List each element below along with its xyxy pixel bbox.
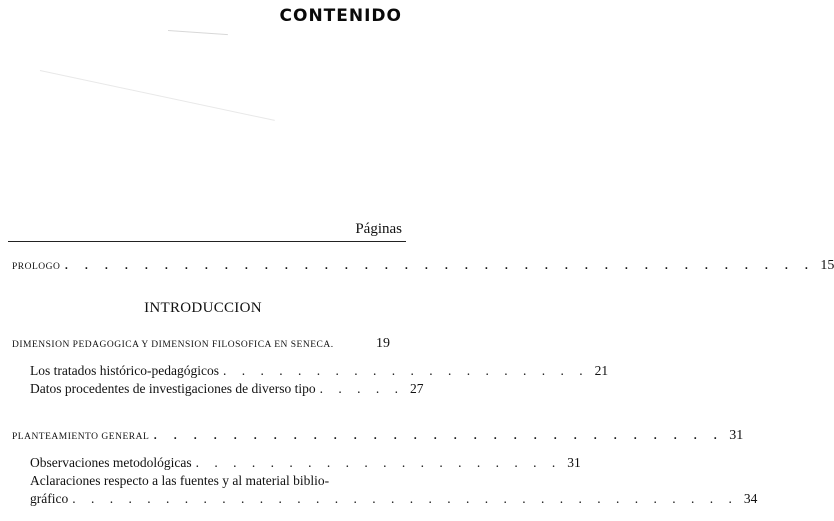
toc-entry-label: DIMENSION PEDAGOGICA Y DIMENSION FILOSOFICA EN SENECA. (12, 340, 334, 350)
toc-entry-prologo (12, 256, 834, 274)
toc-entry-page: 31 (729, 428, 744, 443)
leader-dots: . . . . . . . . . . . . . . . . . . . . (222, 363, 589, 378)
toc-subentry-label: Observaciones metodológicas (30, 455, 192, 470)
toc-subentry (30, 455, 581, 471)
toc-subentry-page: 27 (410, 381, 424, 396)
toc-entry-page: 15 (820, 258, 834, 273)
paginas-heading: Páginas (355, 221, 402, 237)
toc-subentry (30, 363, 609, 379)
section-heading-introduccion: INTRODUCCION (144, 300, 262, 316)
toc-subentry-page: 31 (567, 455, 581, 470)
scan-mark (168, 30, 228, 35)
leader-dots: . . . . . (319, 381, 405, 396)
leader-dots: . . . . . . . . . . . . . . . . . . . . . . . . . . . . . . . . . . . . (72, 491, 738, 506)
toc-subentry-label-line2: gráfico (30, 491, 69, 506)
leader-dots: . . . . . . . . . . . . . . . . . . . . . . . . . . . . . (153, 426, 724, 443)
toc-subentry-label-line1: Aclaraciones respecto a las fuentes y al material biblio- (30, 473, 330, 488)
toc-subentry-page: 34 (743, 491, 758, 506)
toc-entry-label: PLANTEAMIENTO GENERAL (12, 432, 150, 442)
paginas-underline (8, 241, 406, 242)
leader-dots: . . . . . . . . . . . . . . . . . . . . (195, 455, 562, 470)
toc-entry-dimension (12, 336, 390, 352)
page-title: CONTENIDO (279, 6, 402, 26)
toc-entry-label: PROLOGO (12, 262, 61, 272)
toc-subentry-page: 21 (594, 363, 609, 378)
toc-entry-planteamiento (12, 426, 744, 444)
leader-dots: . . . . . . . . . . . . . . . . . . . . . . . . . . . . . . . . . . . . . . (64, 256, 815, 273)
toc-subentry-label: Datos procedentes de investigaciones de diverso tipo (30, 381, 316, 396)
toc-subentry (30, 491, 758, 507)
toc-subentry (30, 381, 424, 397)
toc-subentry-label: Los tratados histórico-pedagógicos (30, 363, 219, 378)
scan-mark (40, 70, 275, 121)
toc-entry-page: 19 (376, 336, 390, 351)
